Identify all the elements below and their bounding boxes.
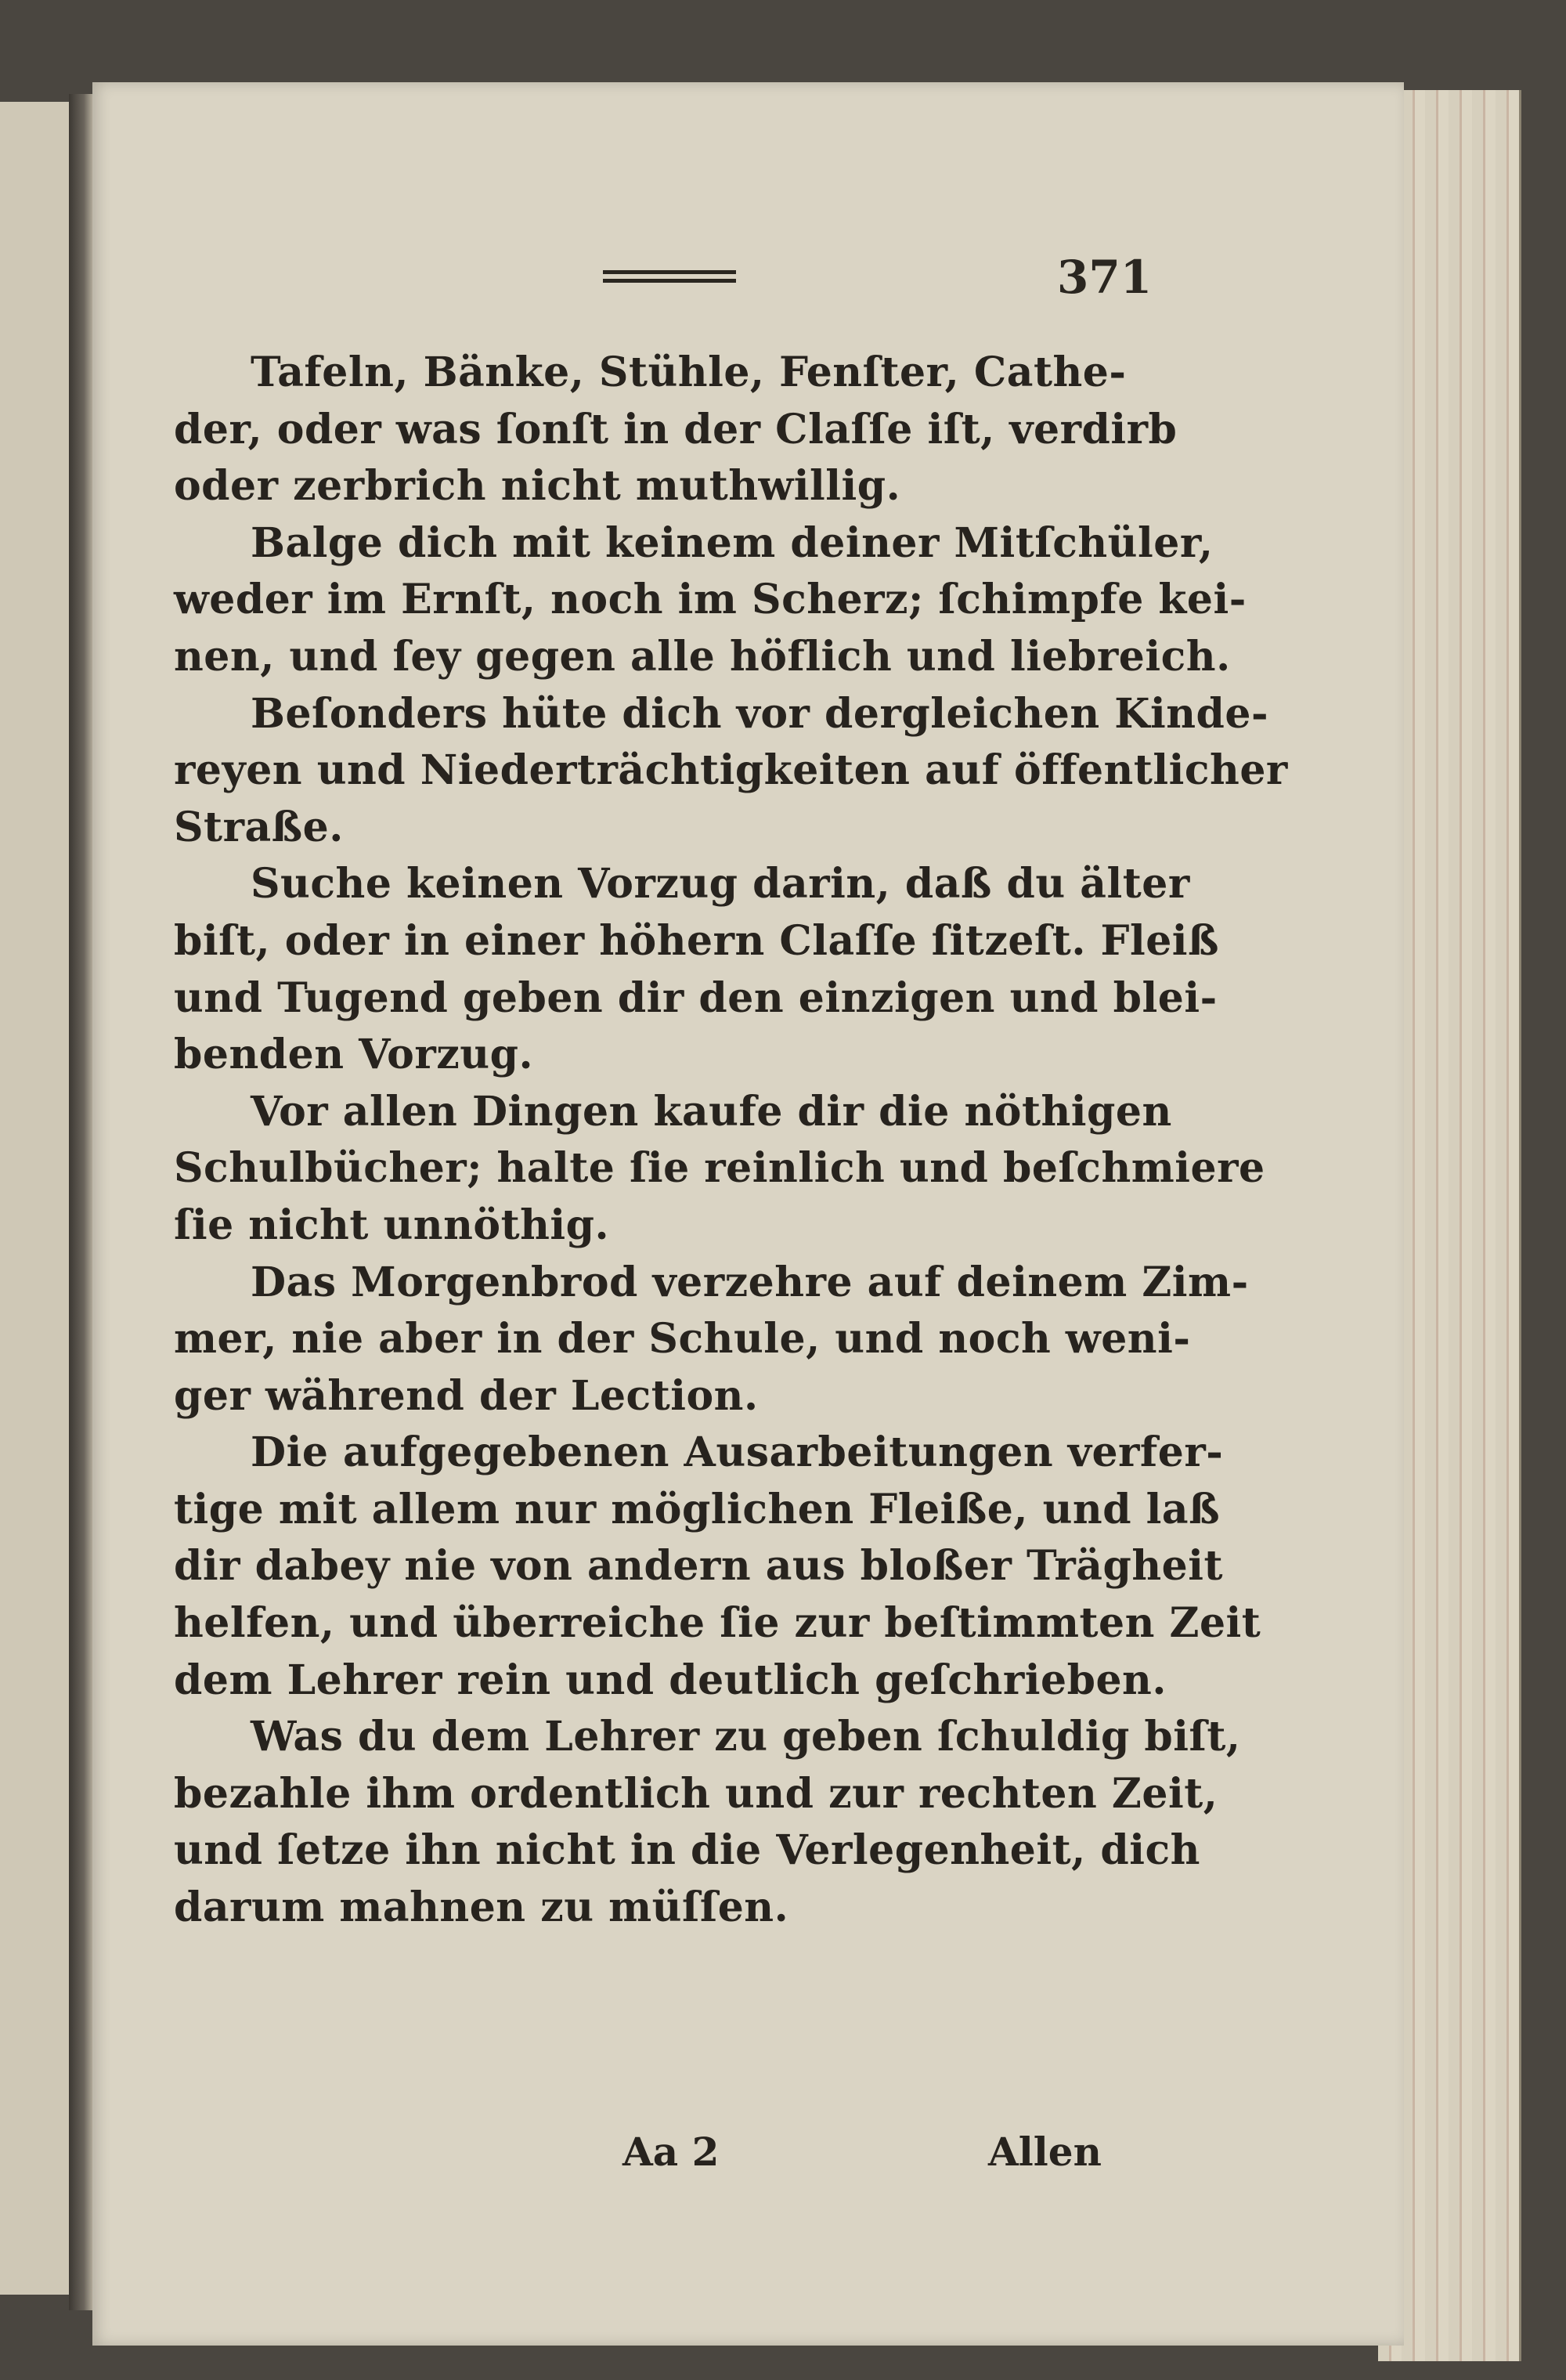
text-line: Das Morgenbrod verzehre auf deinem Zim- (251, 1258, 1249, 1306)
text-line: biſt, oder in einer höhern Claſſe ſitzeſt. Fleiß (174, 916, 1220, 965)
page-number: 371 (1057, 251, 1153, 304)
text-line: helfen, und überreiche ſie zur beſtimmten Zeit (174, 1599, 1261, 1648)
text-line: der, oder was ſonſt in der Claſſe iſt, verdirb (174, 405, 1178, 453)
text-line: ſie nicht unnöthig. (174, 1201, 610, 1249)
facing-page-edge (0, 102, 74, 2295)
book-gutter (69, 94, 94, 2310)
text-line: benden Vorzug. (174, 1031, 534, 1079)
text-line: Tafeln, Bänke, Stühle, Fenſter, Cathe- (251, 349, 1127, 396)
catchword: Allen (988, 2129, 1102, 2175)
text-line: Suche keinen Vorzug darin, daß du älter (251, 860, 1190, 908)
text-line: Beſonders hüte dich vor dergleichen Kinde- (251, 689, 1269, 738)
text-line: Die aufgegebenen Ausarbeitungen verfer- (251, 1428, 1224, 1477)
text-line: Straße. (174, 803, 344, 851)
text-line: dem Lehrer rein und deutlich geſchrieben. (174, 1656, 1167, 1704)
text-line: Schulbücher; halte ſie reinlich und beſchmiere (174, 1144, 1265, 1193)
text-line: ger während der Lection. (174, 1371, 759, 1420)
text-line: dir dabey nie von andern aus bloßer Trägheit (174, 1542, 1224, 1591)
text-line: oder zerbrich nicht muthwillig. (174, 462, 901, 511)
text-line: bezahle ihm ordentlich und zur rechten Zeit, (174, 1769, 1218, 1818)
text-line: Was du dem Lehrer zu geben ſchuldig biſt, (251, 1713, 1241, 1761)
text-line: Vor allen Dingen kaufe dir die nöthigen (251, 1087, 1172, 1136)
text-line: Balge dich mit keinem deiner Mitſchüler, (251, 518, 1214, 567)
text-line: reyen und Niederträchtigkeiten auf öffentlicher (174, 746, 1288, 795)
text-line: und Tugend geben dir den einzigen und blei- (174, 973, 1218, 1022)
text-line: tige mit allem nur möglichen Fleiße, und laß (174, 1485, 1221, 1533)
text-line: mer, nie aber in der Schule, und noch weni- (174, 1315, 1191, 1363)
text-line: weder im Ernſt, noch im Scherz; ſchimpfe kei- (174, 576, 1247, 624)
text-line: nen, und ſey gegen alle höflich und liebreich. (174, 632, 1231, 681)
text-line: darum mahnen zu müſſen. (174, 1883, 789, 1932)
page-body-text (174, 345, 1288, 1937)
text-line: und ſetze ihn nicht in die Verlegenheit, dich (174, 1826, 1200, 1875)
header-double-rule (603, 270, 736, 274)
signature-mark: Aa 2 (622, 2129, 720, 2175)
